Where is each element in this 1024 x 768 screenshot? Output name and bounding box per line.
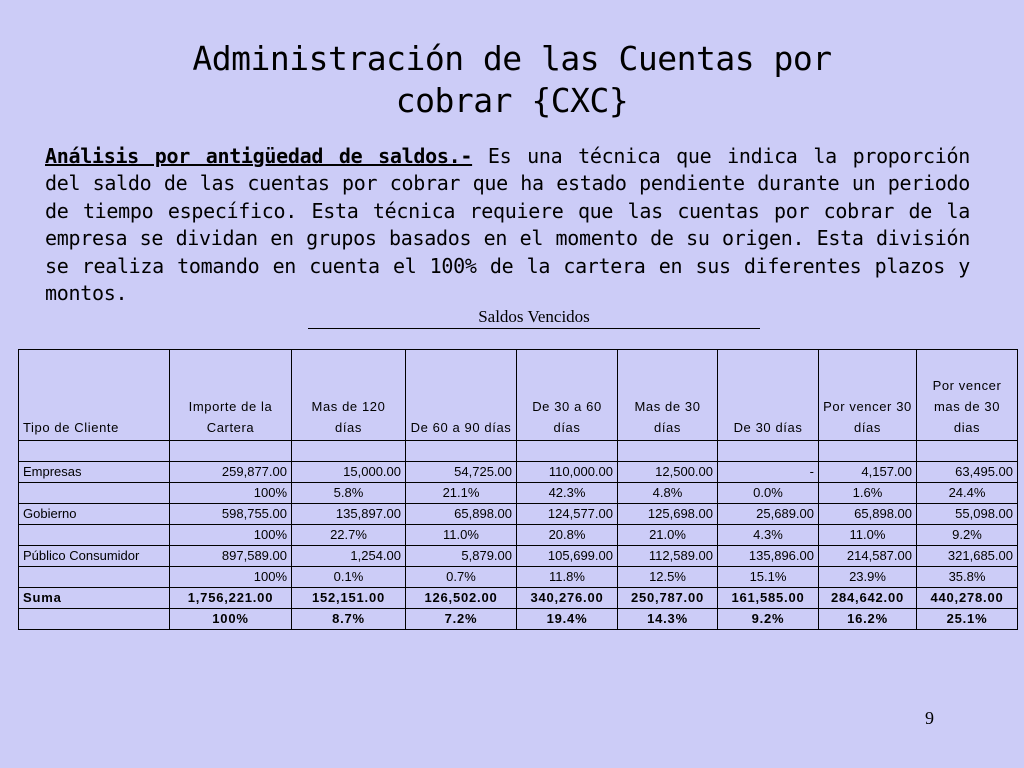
col-header: Mas de 120 días: [292, 350, 406, 441]
percent-cell: 16.2%: [819, 609, 917, 630]
percent-cell: 25.1%: [917, 609, 1018, 630]
aging-table: [18, 349, 1018, 630]
amount-cell: 5,879.00: [406, 546, 517, 567]
amount-cell: 65,898.00: [406, 504, 517, 525]
percent-cell: 14.3%: [618, 609, 718, 630]
amount-cell: 124,577.00: [517, 504, 618, 525]
percent-cell: 100%: [170, 567, 292, 588]
col-header: Importe de la Cartera: [170, 350, 292, 441]
percent-cell: 35.8%: [917, 567, 1018, 588]
percent-cell: 0.0%: [718, 483, 819, 504]
percent-row: [19, 567, 1018, 588]
amount-cell: 63,495.00: [917, 462, 1018, 483]
percent-cell: 11.0%: [406, 525, 517, 546]
amount-cell: 598,755.00: [170, 504, 292, 525]
amount-cell: 12,500.00: [618, 462, 718, 483]
amount-cell: 112,589.00: [618, 546, 718, 567]
percent-cell: 42.3%: [517, 483, 618, 504]
row-label: Suma: [19, 588, 170, 609]
percent-row: [19, 483, 1018, 504]
amount-cell: 125,698.00: [618, 504, 718, 525]
amount-cell: -: [718, 462, 819, 483]
amount-cell: 110,000.00: [517, 462, 618, 483]
paragraph-body: Es una técnica que indica la proporción del saldo de las cuentas por cobrar que ha estado pendiente durante un periodo de tiempo específico. Esta técnica requiere que las cuentas por cobrar de la empresa se dividan en grupos basados en el momento de su origen. Esta división se realiza tomando en cuenta el 100% de la cartera en sus diferentes plazos y montos.: [45, 144, 970, 306]
percent-cell: 11.0%: [819, 525, 917, 546]
percent-cell: 4.3%: [718, 525, 819, 546]
amount-cell: 135,896.00: [718, 546, 819, 567]
percent-row: [19, 525, 1018, 546]
amount-cell: 65,898.00: [819, 504, 917, 525]
table-row: [19, 546, 1018, 567]
row-label: Empresas: [19, 462, 170, 483]
amount-cell: 259,877.00: [170, 462, 292, 483]
percent-cell: 22.7%: [292, 525, 406, 546]
slide-title-line1: Administración de las Cuentas por: [192, 39, 832, 78]
table-row: [19, 462, 1018, 483]
percent-cell: 100%: [170, 483, 292, 504]
percent-cell: 19.4%: [517, 609, 618, 630]
col-header: Por vencer 30 días: [819, 350, 917, 441]
page-number: 9: [925, 708, 934, 728]
amount-cell: 340,276.00: [517, 588, 618, 609]
amount-cell: 105,699.00: [517, 546, 618, 567]
total-row: [19, 588, 1018, 609]
percent-cell: 0.7%: [406, 567, 517, 588]
percent-cell: 9.2%: [718, 609, 819, 630]
col-header: Por vencer mas de 30 dias: [917, 350, 1018, 441]
amount-cell: 897,589.00: [170, 546, 292, 567]
spacer-row: [19, 441, 1018, 462]
percent-cell: 9.2%: [917, 525, 1018, 546]
amount-cell: 161,585.00: [718, 588, 819, 609]
amount-cell: 440,278.00: [917, 588, 1018, 609]
percent-cell: 0.1%: [292, 567, 406, 588]
amount-cell: 15,000.00: [292, 462, 406, 483]
amount-cell: 126,502.00: [406, 588, 517, 609]
amount-cell: 152,151.00: [292, 588, 406, 609]
col-header: Mas de 30 días: [618, 350, 718, 441]
percent-cell: 1.6%: [819, 483, 917, 504]
col-header: Tipo de Cliente: [19, 350, 170, 441]
paragraph-heading: Análisis por antigüedad de saldos.-: [45, 144, 473, 168]
amount-cell: 1,254.00: [292, 546, 406, 567]
empty-cell: [19, 525, 170, 546]
row-label: Gobierno: [19, 504, 170, 525]
percent-cell: 20.8%: [517, 525, 618, 546]
amount-cell: 54,725.00: [406, 462, 517, 483]
table-row: [19, 504, 1018, 525]
percent-cell: 7.2%: [406, 609, 517, 630]
amount-cell: 55,098.00: [917, 504, 1018, 525]
empty-cell: [19, 483, 170, 504]
header-row: [19, 350, 1018, 441]
percent-cell: 24.4%: [917, 483, 1018, 504]
percent-cell: 8.7%: [292, 609, 406, 630]
percent-cell: 15.1%: [718, 567, 819, 588]
description-paragraph: [45, 143, 970, 307]
row-label: Público Consumidor: [19, 546, 170, 567]
percent-cell: 21.1%: [406, 483, 517, 504]
total-percent-row: [19, 609, 1018, 630]
col-header: De 30 días: [718, 350, 819, 441]
amount-cell: 284,642.00: [819, 588, 917, 609]
percent-cell: 12.5%: [618, 567, 718, 588]
percent-cell: 4.8%: [618, 483, 718, 504]
empty-cell: [19, 609, 170, 630]
percent-cell: 11.8%: [517, 567, 618, 588]
percent-cell: 100%: [170, 525, 292, 546]
percent-cell: 23.9%: [819, 567, 917, 588]
empty-cell: [19, 567, 170, 588]
col-header: De 60 a 90 días: [406, 350, 517, 441]
percent-cell: 5.8%: [292, 483, 406, 504]
col-header: De 30 a 60 días: [517, 350, 618, 441]
slide-title-line2: cobrar {CXC}: [395, 81, 629, 120]
amount-cell: 25,689.00: [718, 504, 819, 525]
amount-cell: 4,157.00: [819, 462, 917, 483]
percent-cell: 100%: [170, 609, 292, 630]
amount-cell: 1,756,221.00: [170, 588, 292, 609]
amount-cell: 214,587.00: [819, 546, 917, 567]
amount-cell: 321,685.00: [917, 546, 1018, 567]
amount-cell: 135,897.00: [292, 504, 406, 525]
slide-title: [0, 38, 1024, 122]
amount-cell: 250,787.00: [618, 588, 718, 609]
saldos-vencidos-label: Saldos Vencidos: [308, 306, 760, 329]
percent-cell: 21.0%: [618, 525, 718, 546]
